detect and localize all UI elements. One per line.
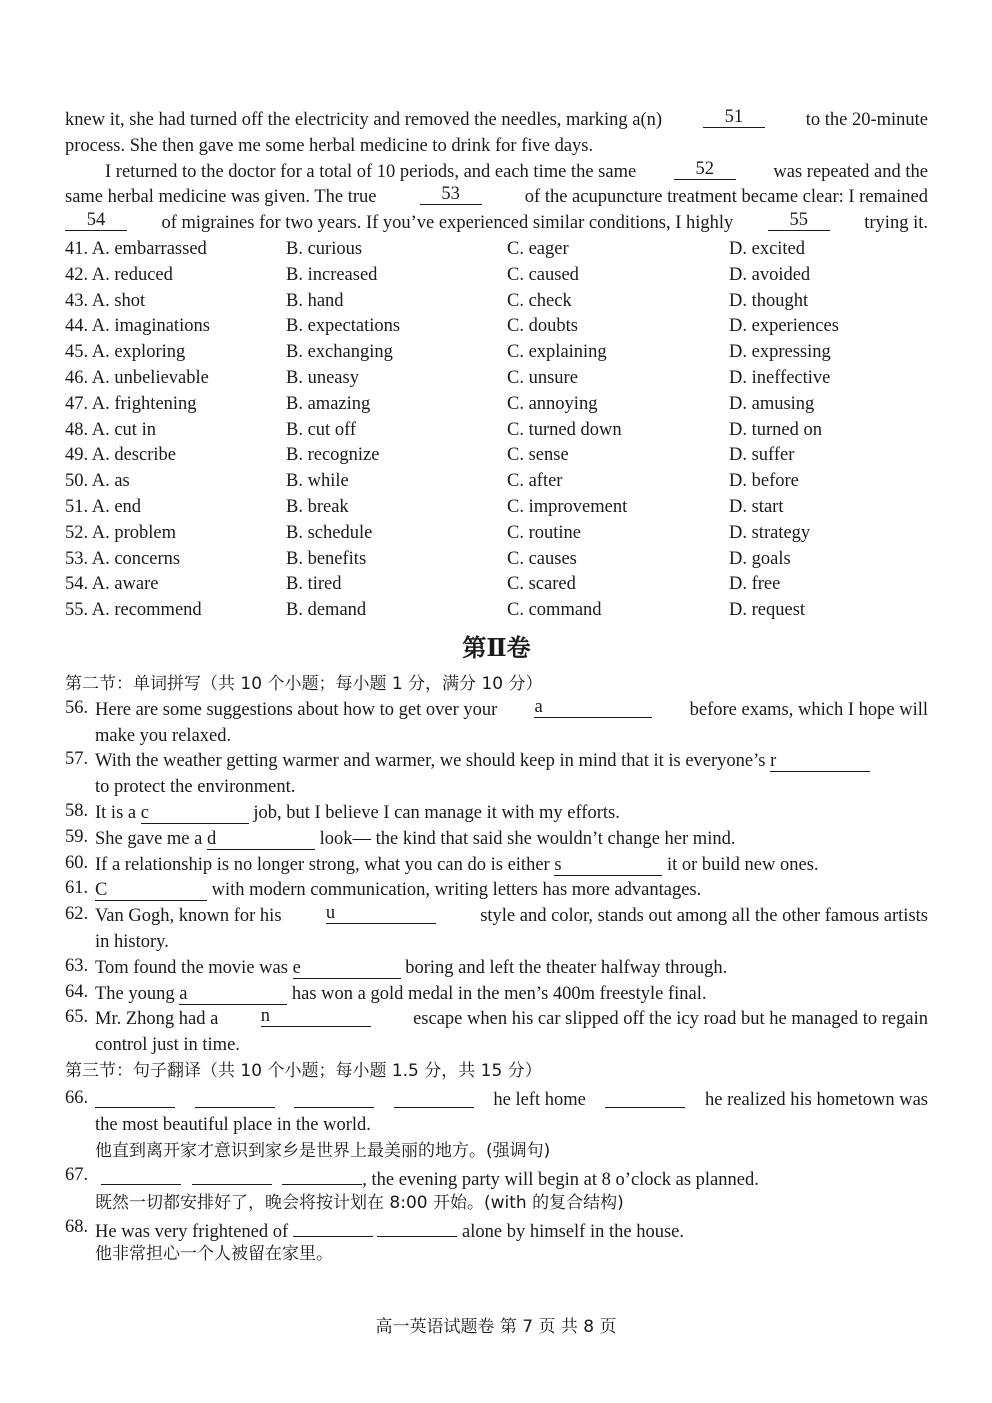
option-c[interactable]: C. turned down bbox=[507, 419, 622, 440]
question-number: 58. bbox=[65, 800, 89, 821]
option-b[interactable]: B. hand bbox=[286, 290, 344, 311]
answer-blank[interactable] bbox=[394, 1088, 474, 1108]
answer-blank[interactable] bbox=[207, 830, 315, 850]
option-c[interactable]: C. after bbox=[507, 471, 563, 492]
option-b[interactable]: B. recognize bbox=[286, 445, 380, 466]
question-68 bbox=[65, 1217, 928, 1269]
option-row-55 bbox=[65, 598, 928, 624]
option-a[interactable]: 41. A. embarrassed bbox=[65, 238, 207, 259]
option-row-51 bbox=[65, 495, 928, 521]
option-d[interactable]: D. free bbox=[729, 574, 781, 595]
option-b[interactable]: B. cut off bbox=[286, 419, 357, 440]
passage-text: trying it. bbox=[864, 213, 928, 234]
option-a[interactable]: 50. A. as bbox=[65, 471, 130, 492]
option-d[interactable]: D. start bbox=[729, 496, 784, 517]
question-text: Van Gogh, known for his bbox=[95, 906, 282, 927]
option-b[interactable]: B. schedule bbox=[286, 522, 373, 543]
option-d[interactable]: D. suffer bbox=[729, 445, 795, 466]
question-text: Here are some suggestions about how to get over your bbox=[95, 699, 498, 720]
question-number: 61. bbox=[65, 878, 89, 899]
option-d[interactable]: D. avoided bbox=[729, 264, 811, 285]
option-b[interactable]: B. curious bbox=[286, 238, 363, 259]
options-list bbox=[65, 237, 928, 624]
option-d[interactable]: D. request bbox=[729, 600, 806, 621]
option-b[interactable]: B. exchanging bbox=[286, 342, 393, 363]
option-row-42 bbox=[65, 263, 928, 289]
hint-letter: n bbox=[260, 1006, 270, 1027]
blank-55[interactable]: 55 bbox=[768, 211, 830, 231]
option-b[interactable]: B. tired bbox=[286, 574, 342, 595]
option-d[interactable]: D. experiences bbox=[729, 316, 839, 337]
option-d[interactable]: D. goals bbox=[729, 548, 791, 569]
section3-title: 第三节：句子翻译（共 10 个小题；每小题 1.5 分，共 15 分） bbox=[65, 1060, 542, 1081]
answer-blank[interactable] bbox=[326, 904, 436, 924]
chinese-prompt: 既然一切都安排好了，晚会将按计划在 8:00 开始。(with 的复合结构) bbox=[95, 1192, 624, 1213]
option-row-43 bbox=[65, 289, 928, 315]
question-text: style and color, stands out among all the other famous artists bbox=[480, 906, 928, 927]
question-text: If a relationship is no longer strong, what you can do is either bbox=[95, 854, 550, 875]
answer-blank[interactable] bbox=[95, 881, 207, 901]
answer-blank[interactable] bbox=[141, 804, 249, 824]
question-57 bbox=[65, 749, 928, 801]
option-row-46 bbox=[65, 366, 928, 392]
question-text: make you relaxed. bbox=[95, 725, 232, 746]
question-61 bbox=[65, 878, 928, 904]
answer-blank[interactable] bbox=[534, 698, 652, 718]
option-d[interactable]: D. amusing bbox=[729, 393, 815, 414]
option-a[interactable]: 46. A. unbelievable bbox=[65, 367, 209, 388]
passage-line bbox=[65, 211, 928, 237]
option-a[interactable]: 52. A. problem bbox=[65, 522, 176, 543]
question-text: It is a bbox=[95, 802, 137, 823]
option-row-49 bbox=[65, 443, 928, 469]
option-b[interactable]: B. expectations bbox=[286, 316, 401, 337]
hint-letter: d bbox=[207, 828, 217, 849]
question-number: 67. bbox=[65, 1165, 89, 1186]
passage-text: was repeated and the bbox=[773, 161, 928, 182]
question-text: With the weather getting warmer and warmer, we should keep in mind that it is everyone’s bbox=[95, 751, 766, 772]
question-64 bbox=[65, 982, 928, 1008]
passage-text: same herbal medicine was given. The true bbox=[65, 187, 377, 208]
answer-blank[interactable] bbox=[192, 1165, 272, 1185]
question-text: escape when his car slipped off the icy road but he managed to regain bbox=[413, 1009, 928, 1030]
passage-text: I returned to the doctor for a total of 10 periods, and each time the same bbox=[105, 161, 637, 182]
option-row-53 bbox=[65, 547, 928, 573]
option-d[interactable]: D. thought bbox=[729, 290, 809, 311]
question-number: 66. bbox=[65, 1087, 89, 1108]
option-c[interactable]: C. unsure bbox=[507, 367, 578, 388]
question-text: job, but I believe I can manage it with my efforts. bbox=[253, 802, 620, 823]
option-c[interactable]: C. routine bbox=[507, 522, 581, 543]
answer-blank[interactable] bbox=[282, 1165, 362, 1185]
blank-53[interactable]: 53 bbox=[420, 185, 482, 205]
option-c[interactable]: C. improvement bbox=[507, 496, 628, 517]
blank-52[interactable]: 52 bbox=[674, 160, 736, 180]
option-d[interactable]: D. excited bbox=[729, 238, 806, 259]
option-c[interactable]: C. sense bbox=[507, 445, 569, 466]
question-text: the most beautiful place in the world. bbox=[95, 1115, 371, 1136]
option-a[interactable]: 49. A. describe bbox=[65, 445, 176, 466]
option-a[interactable]: 47. A. frightening bbox=[65, 393, 197, 414]
hint-letter: s bbox=[554, 854, 562, 875]
question-number: 68. bbox=[65, 1216, 89, 1237]
question-number: 57. bbox=[65, 749, 89, 770]
question-text: , the evening party will begin at 8 o’clock as planned. bbox=[362, 1170, 759, 1191]
option-c[interactable]: C. caused bbox=[507, 264, 579, 285]
option-a[interactable]: 44. A. imaginations bbox=[65, 316, 210, 337]
option-c[interactable]: C. causes bbox=[507, 548, 577, 569]
option-row-52 bbox=[65, 521, 928, 547]
question-text: with modern communication, writing letters has more advantages. bbox=[211, 880, 702, 901]
answer-blank[interactable] bbox=[261, 1007, 371, 1027]
hint-letter: C bbox=[95, 880, 108, 901]
option-a[interactable]: 53. A. concerns bbox=[65, 548, 181, 569]
passage-text: of migraines for two years. If you’ve experienced similar conditions, I highly bbox=[161, 213, 734, 234]
answer-blank[interactable] bbox=[605, 1088, 685, 1108]
question-number: 56. bbox=[65, 697, 89, 718]
question-65 bbox=[65, 1007, 928, 1059]
option-row-47 bbox=[65, 392, 928, 418]
question-text: before exams, which I hope will bbox=[689, 699, 928, 720]
option-c[interactable]: C. command bbox=[507, 600, 602, 621]
question-text: Tom found the movie was bbox=[95, 957, 288, 978]
option-a[interactable]: 48. A. cut in bbox=[65, 419, 156, 440]
passage-line bbox=[65, 185, 928, 211]
question-text: alone by himself in the house. bbox=[462, 1221, 684, 1242]
passage-text: to the 20-minute bbox=[805, 110, 928, 130]
question-number: 59. bbox=[65, 826, 89, 847]
question-text: in history. bbox=[95, 931, 169, 952]
question-number: 60. bbox=[65, 852, 89, 873]
option-b[interactable]: B. amazing bbox=[286, 393, 371, 414]
answer-blank[interactable] bbox=[293, 959, 401, 979]
question-66 bbox=[65, 1088, 928, 1165]
question-59 bbox=[65, 827, 928, 853]
question-63 bbox=[65, 956, 928, 982]
option-d[interactable]: D. ineffective bbox=[729, 367, 831, 388]
passage-text: process. She then gave me some herbal medicine to drink for five days. bbox=[65, 135, 594, 156]
answer-blank[interactable] bbox=[770, 752, 870, 772]
question-67 bbox=[65, 1165, 928, 1217]
option-d[interactable]: D. expressing bbox=[729, 342, 831, 363]
option-d[interactable]: D. turned on bbox=[729, 419, 822, 440]
passage-text: of the acupuncture treatment became clear: I remained bbox=[524, 187, 928, 208]
answer-blank[interactable] bbox=[293, 1217, 373, 1237]
option-d[interactable]: D. before bbox=[729, 471, 799, 492]
option-row-50 bbox=[65, 469, 928, 495]
question-text: he left home bbox=[493, 1089, 586, 1110]
chinese-prompt: 他非常担心一个人被留在家里。 bbox=[95, 1244, 333, 1265]
section2-title: 第二节：单词拼写（共 10 个小题；每小题 1 分，满分 10 分） bbox=[65, 673, 543, 694]
question-number: 63. bbox=[65, 955, 89, 976]
option-c[interactable]: C. explaining bbox=[507, 342, 607, 363]
question-text: control just in time. bbox=[95, 1035, 240, 1056]
chinese-prompt: 他直到离开家才意识到家乡是世界上最美丽的地方。(强调句) bbox=[95, 1141, 551, 1162]
exam-page bbox=[65, 108, 928, 1268]
question-text: look— the kind that said she wouldn’t change her mind. bbox=[319, 828, 736, 849]
option-b[interactable]: B. benefits bbox=[286, 548, 367, 569]
question-text: he realized his hometown was bbox=[705, 1089, 928, 1110]
option-b[interactable]: B. while bbox=[286, 471, 349, 492]
answer-blank[interactable] bbox=[101, 1165, 181, 1185]
question-56 bbox=[65, 698, 928, 750]
option-c[interactable]: C. check bbox=[507, 290, 572, 311]
answer-blank[interactable] bbox=[195, 1088, 275, 1108]
part2-title: 第Ⅱ卷 bbox=[462, 632, 531, 662]
passage-line bbox=[65, 108, 928, 134]
question-number: 64. bbox=[65, 981, 89, 1002]
hint-letter: r bbox=[770, 751, 777, 772]
question-text: to protect the environment. bbox=[95, 777, 296, 798]
question-number: 62. bbox=[65, 904, 89, 925]
option-a[interactable]: 45. A. exploring bbox=[65, 342, 186, 363]
option-a[interactable]: 51. A. end bbox=[65, 496, 142, 517]
option-a[interactable]: 43. A. shot bbox=[65, 290, 146, 311]
answer-blank[interactable] bbox=[95, 1088, 175, 1108]
question-number: 65. bbox=[65, 1007, 89, 1028]
passage-text: knew it, she had turned off the electricity and removed the needles, marking a(n) bbox=[65, 110, 663, 130]
blank-54[interactable]: 54 bbox=[65, 211, 127, 231]
blank-51[interactable]: 51 bbox=[703, 108, 765, 128]
passage-line bbox=[65, 134, 928, 160]
option-row-45 bbox=[65, 340, 928, 366]
option-row-41 bbox=[65, 237, 928, 263]
passage-line bbox=[65, 160, 928, 186]
option-c[interactable]: C. doubts bbox=[507, 316, 578, 337]
hint-letter: a bbox=[534, 696, 543, 717]
answer-blank[interactable] bbox=[554, 856, 662, 876]
question-text: has won a gold medal in the men’s 400m freestyle final. bbox=[291, 983, 707, 1004]
hint-letter: c bbox=[140, 802, 149, 823]
answer-blank[interactable] bbox=[294, 1088, 374, 1108]
option-row-48 bbox=[65, 418, 928, 444]
hint-letter: u bbox=[325, 903, 336, 924]
question-text: it or build new ones. bbox=[666, 854, 819, 875]
option-c[interactable]: C. annoying bbox=[507, 393, 598, 414]
option-row-44 bbox=[65, 314, 928, 340]
option-b[interactable]: B. break bbox=[286, 496, 349, 517]
hint-letter: e bbox=[292, 957, 301, 978]
question-62 bbox=[65, 904, 928, 956]
option-c[interactable]: C. scared bbox=[507, 574, 576, 595]
option-c[interactable]: C. eager bbox=[507, 238, 569, 259]
question-text: The young bbox=[95, 983, 175, 1004]
option-b[interactable]: B. increased bbox=[286, 264, 378, 285]
question-60 bbox=[65, 853, 928, 879]
hint-letter: a bbox=[179, 983, 188, 1004]
question-text: She gave me a bbox=[95, 828, 203, 849]
question-58 bbox=[65, 801, 928, 827]
answer-blank[interactable] bbox=[377, 1217, 457, 1237]
answer-blank[interactable] bbox=[179, 985, 287, 1005]
option-a[interactable]: 42. A. reduced bbox=[65, 264, 173, 285]
option-b[interactable]: B. demand bbox=[286, 600, 367, 621]
question-text: He was very frightened of bbox=[95, 1221, 289, 1242]
option-d[interactable]: D. strategy bbox=[729, 522, 811, 543]
option-b[interactable]: B. uneasy bbox=[286, 367, 359, 388]
question-text: boring and left the theater halfway through. bbox=[405, 957, 728, 978]
option-a[interactable]: 55. A. recommend bbox=[65, 600, 202, 621]
page-footer: 高一英语试题卷 第 7 页 共 8 页 bbox=[375, 1317, 617, 1337]
question-text: Mr. Zhong had a bbox=[95, 1009, 219, 1030]
option-row-54 bbox=[65, 572, 928, 598]
option-a[interactable]: 54. A. aware bbox=[65, 574, 159, 595]
